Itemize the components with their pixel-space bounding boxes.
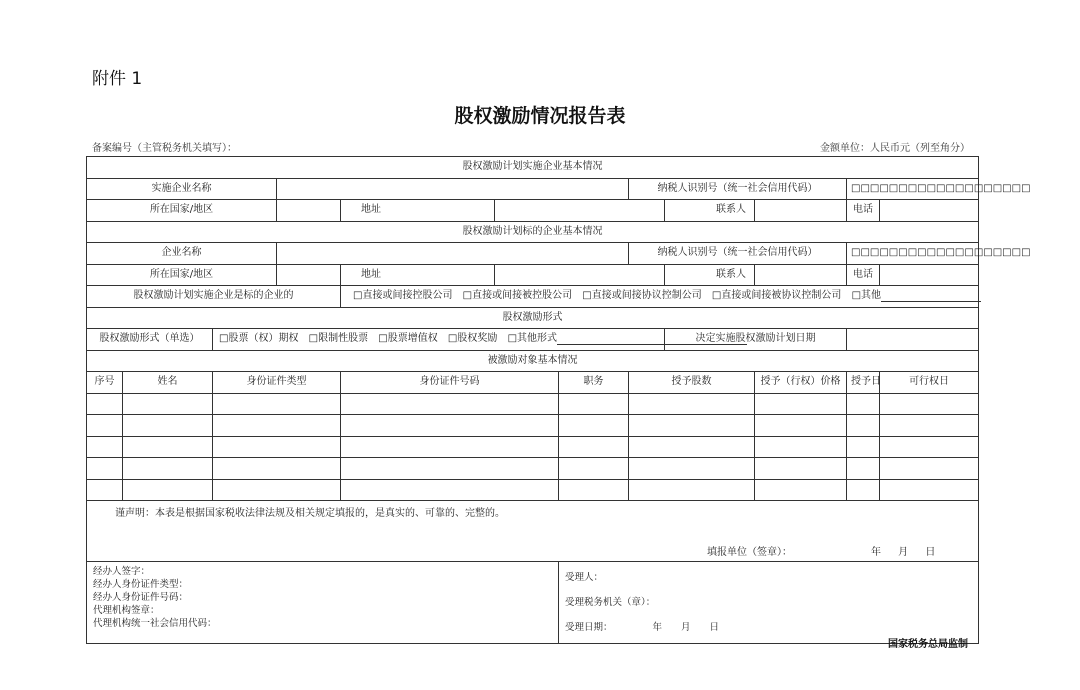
agent-id-number-label: 经办人身份证件号码： bbox=[93, 592, 189, 603]
col-header-id-type: 身份证件类型 bbox=[213, 372, 341, 394]
col-header-id-number: 身份证件号码 bbox=[341, 372, 559, 394]
target-company-name-label: 企业名称 bbox=[87, 243, 277, 265]
handler-label: 受理人： bbox=[565, 572, 604, 583]
cell-vesting-date[interactable] bbox=[880, 479, 979, 501]
target-address-label: 地址 bbox=[341, 264, 495, 286]
cell-seq[interactable] bbox=[87, 393, 123, 415]
cell-name[interactable] bbox=[123, 479, 213, 501]
contact-label: 联系人 bbox=[665, 200, 755, 222]
relation-option-other[interactable]: □其他 bbox=[851, 290, 882, 302]
table-row bbox=[87, 458, 979, 480]
relation-options bbox=[341, 286, 979, 308]
table-row bbox=[87, 479, 979, 501]
tax-authority-label: 受理税务机关（章）： bbox=[565, 597, 656, 608]
cell-shares[interactable] bbox=[629, 436, 755, 458]
report-form-table bbox=[86, 156, 1031, 644]
target-address-field[interactable] bbox=[495, 264, 665, 286]
cell-id-number[interactable] bbox=[341, 415, 559, 437]
cell-price[interactable] bbox=[755, 458, 847, 480]
cell-id-type[interactable] bbox=[213, 458, 341, 480]
cell-id-type[interactable] bbox=[213, 393, 341, 415]
cell-position[interactable] bbox=[559, 415, 629, 437]
cell-position[interactable] bbox=[559, 479, 629, 501]
target-taxpayer-id-boxes[interactable]: □□□□□□□□□□□□□□□□□□□ bbox=[847, 243, 979, 265]
country-field[interactable] bbox=[277, 200, 341, 222]
col-header-name: 姓名 bbox=[123, 372, 213, 394]
cell-name[interactable] bbox=[123, 436, 213, 458]
target-taxpayer-id-label: 纳税人识别号（统一社会信用代码） bbox=[629, 243, 847, 265]
declaration-date-label: 年 月 日 bbox=[871, 547, 936, 558]
form-option-other[interactable]: □其他形式 bbox=[507, 333, 558, 345]
target-contact-field[interactable] bbox=[755, 264, 847, 286]
col-header-price: 授予（行权）价格 bbox=[755, 372, 847, 394]
cell-grant-date[interactable] bbox=[847, 458, 880, 480]
section-implementing-enterprise-title: 股权激励计划实施企业基本情况 bbox=[87, 157, 979, 179]
phone-label: 电话 bbox=[847, 200, 880, 222]
col-header-vesting-date: 可行权日 bbox=[880, 372, 979, 394]
agent-block bbox=[87, 562, 559, 644]
taxpayer-id-label: 纳税人识别号（统一社会信用代码） bbox=[629, 178, 847, 200]
relation-option-controlled[interactable]: □直接或间接被协议控制公司 bbox=[711, 290, 842, 302]
target-phone-field[interactable] bbox=[880, 264, 979, 286]
receive-date-parts: 年 月 日 bbox=[652, 622, 720, 633]
relation-option-holding[interactable]: □直接或间接控股公司 bbox=[353, 290, 453, 302]
cell-seq[interactable] bbox=[87, 458, 123, 480]
form-title: 股权激励情况报告表 bbox=[454, 105, 626, 127]
section-incentive-form-title: 股权激励形式 bbox=[87, 307, 979, 329]
cell-vesting-date[interactable] bbox=[880, 393, 979, 415]
col-header-grant-date: 授予日 bbox=[847, 372, 880, 394]
cell-id-type[interactable] bbox=[213, 415, 341, 437]
taxpayer-id-boxes[interactable]: □□□□□□□□□□□□□□□□□□□ bbox=[847, 178, 979, 200]
table-row bbox=[87, 393, 979, 415]
target-country-label: 所在国家/地区 bbox=[87, 264, 277, 286]
cell-shares[interactable] bbox=[629, 393, 755, 415]
cell-seq[interactable] bbox=[87, 415, 123, 437]
relation-option-held[interactable]: □直接或间接被控股公司 bbox=[462, 290, 573, 302]
receive-date-label: 受理日期： bbox=[565, 622, 613, 633]
target-phone-label: 电话 bbox=[847, 264, 880, 286]
country-label: 所在国家/地区 bbox=[87, 200, 277, 222]
target-company-name-field[interactable] bbox=[277, 243, 629, 265]
col-header-position: 职务 bbox=[559, 372, 629, 394]
section-recipients-title: 被激励对象基本情况 bbox=[87, 350, 979, 372]
agency-credit-code-label: 代理机构统一社会信用代码： bbox=[93, 618, 217, 629]
relation-option-controlling[interactable]: □直接或间接协议控制公司 bbox=[582, 290, 702, 302]
contact-field[interactable] bbox=[755, 200, 847, 222]
decision-date-label: 决定实施股权激励计划日期 bbox=[665, 329, 847, 351]
cell-grant-date[interactable] bbox=[847, 393, 880, 415]
cell-id-type[interactable] bbox=[213, 479, 341, 501]
cell-price[interactable] bbox=[755, 436, 847, 458]
cell-position[interactable] bbox=[559, 458, 629, 480]
cell-shares[interactable] bbox=[629, 479, 755, 501]
table-row bbox=[87, 415, 979, 437]
agent-signature-label: 经办人签字： bbox=[93, 566, 151, 577]
form-option-appreciation-right[interactable]: □股票增值权 bbox=[378, 333, 438, 345]
cell-position[interactable] bbox=[559, 436, 629, 458]
table-row bbox=[87, 436, 979, 458]
cell-vesting-date[interactable] bbox=[880, 458, 979, 480]
cell-shares[interactable] bbox=[629, 415, 755, 437]
record-number-label: 备案编号（主管税务机关填写）： bbox=[92, 143, 237, 154]
currency-unit-label: 金额单位：人民币元（列至角分） bbox=[820, 143, 970, 154]
agency-seal-label: 代理机构签章： bbox=[93, 605, 160, 616]
cell-seq[interactable] bbox=[87, 479, 123, 501]
attachment-label: 附件 1 bbox=[92, 69, 143, 89]
incentive-form-options bbox=[213, 329, 665, 351]
cell-price[interactable] bbox=[755, 415, 847, 437]
decision-date-field[interactable] bbox=[847, 329, 979, 351]
cell-vesting-date[interactable] bbox=[880, 436, 979, 458]
col-header-shares: 授予股数 bbox=[629, 372, 755, 394]
cell-id-type[interactable] bbox=[213, 436, 341, 458]
cell-grant-date[interactable] bbox=[847, 479, 880, 501]
target-contact-label: 联系人 bbox=[665, 264, 755, 286]
form-option-restricted-stock[interactable]: □限制性股票 bbox=[308, 333, 369, 345]
declaration-block bbox=[87, 501, 979, 562]
cell-grant-date[interactable] bbox=[847, 436, 880, 458]
agent-id-type-label: 经办人身份证件类型： bbox=[93, 579, 189, 590]
cell-name[interactable] bbox=[123, 458, 213, 480]
cell-price[interactable] bbox=[755, 479, 847, 501]
cell-name[interactable] bbox=[123, 415, 213, 437]
cell-shares[interactable] bbox=[629, 458, 755, 480]
cell-vesting-date[interactable] bbox=[880, 415, 979, 437]
col-header-seq: 序号 bbox=[87, 372, 123, 394]
address-field[interactable] bbox=[495, 200, 665, 222]
phone-field[interactable] bbox=[880, 200, 979, 222]
cell-id-number[interactable] bbox=[341, 393, 559, 415]
issuer-label: 国家税务总局监制 bbox=[888, 639, 968, 650]
address-label: 地址 bbox=[341, 200, 495, 222]
cell-price[interactable] bbox=[755, 393, 847, 415]
cell-id-number[interactable] bbox=[341, 458, 559, 480]
target-country-field[interactable] bbox=[277, 264, 341, 286]
company-name-field[interactable] bbox=[277, 178, 629, 200]
cell-position[interactable] bbox=[559, 393, 629, 415]
signature-label: 填报单位（签章）： bbox=[707, 547, 792, 558]
company-name-label: 实施企业名称 bbox=[87, 178, 277, 200]
incentive-form-label: 股权激励形式（单选） bbox=[87, 329, 213, 351]
form-option-equity-award[interactable]: □股权奖励 bbox=[447, 333, 498, 345]
relation-other-blank[interactable] bbox=[881, 292, 981, 302]
relation-label: 股权激励计划实施企业是标的企业的 bbox=[87, 286, 341, 308]
cell-name[interactable] bbox=[123, 393, 213, 415]
section-target-enterprise-title: 股权激励计划标的企业基本情况 bbox=[87, 221, 979, 243]
cell-id-number[interactable] bbox=[341, 479, 559, 501]
cell-seq[interactable] bbox=[87, 436, 123, 458]
cell-grant-date[interactable] bbox=[847, 415, 880, 437]
declaration-statement: 谨声明：本表是根据国家税收法律法规及相关规定填报的，是真实的、可靠的、完整的。 bbox=[115, 508, 505, 519]
receiver-block bbox=[559, 562, 979, 644]
cell-id-number[interactable] bbox=[341, 436, 559, 458]
form-option-stock-option[interactable]: □股票（权）期权 bbox=[219, 333, 299, 345]
